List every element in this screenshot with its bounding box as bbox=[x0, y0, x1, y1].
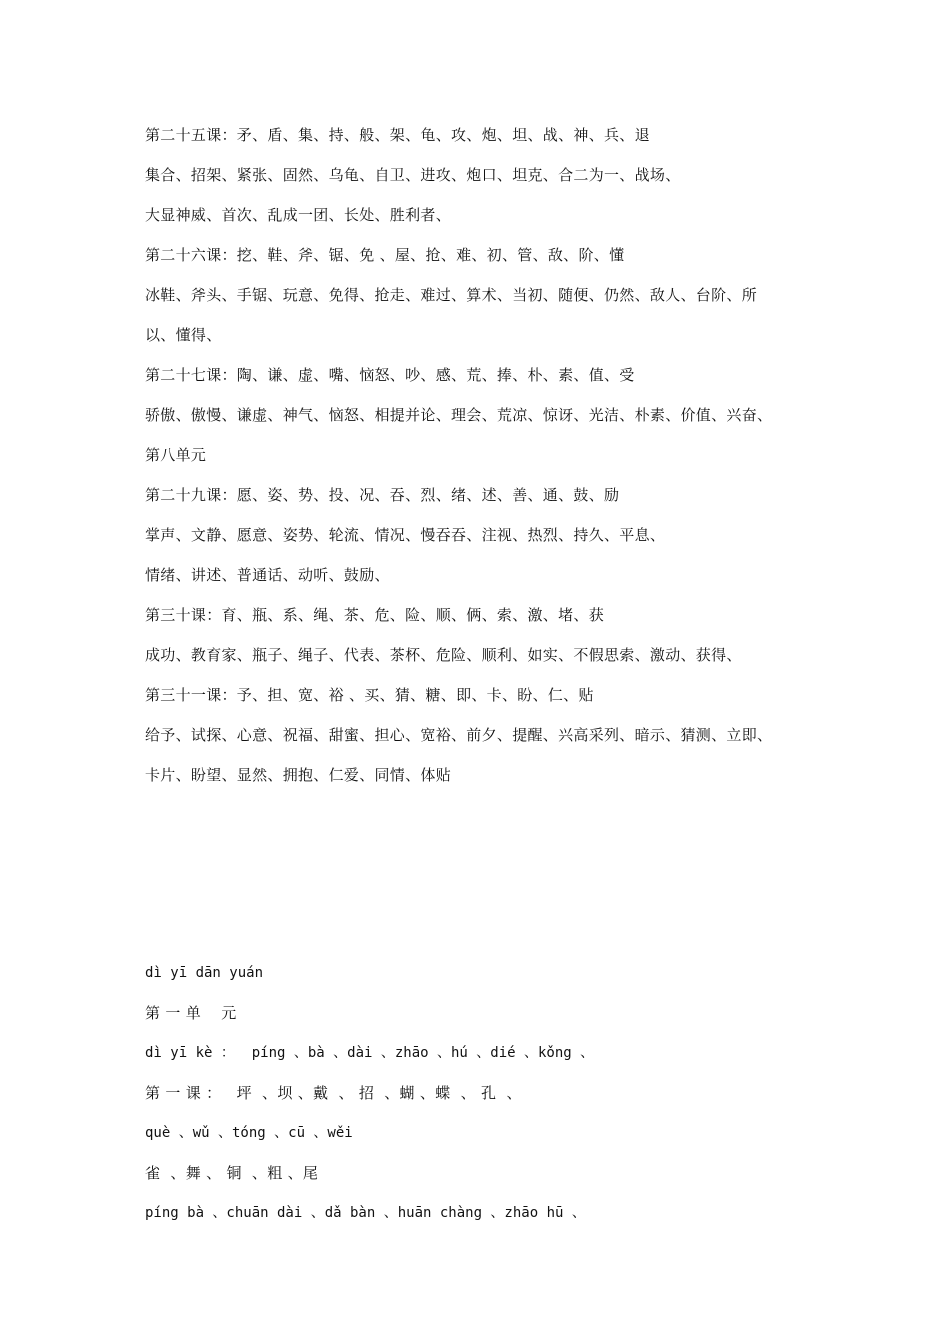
lesson-26-words-line-1: 冰鞋、斧头、手锯、玩意、免得、抢走、难过、算术、当初、随便、仍然、敌人、台阶、所 bbox=[145, 286, 758, 304]
lesson-30-characters: 第三十课：育、瓶、系、绳、茶、危、险、顺、俩、索、激、堵、获 bbox=[145, 606, 605, 624]
lesson-25-words-line-1: 集合、招架、紧张、固然、乌龟、自卫、进攻、炮口、坦克、合二为一、战场、 bbox=[145, 166, 681, 184]
unit-1-heading: 第 一 单 元 bbox=[145, 1004, 237, 1022]
lesson-27-words: 骄傲、傲慢、谦虚、神气、恼怒、相提并论、理会、荒凉、惊讶、光洁、朴素、价值、兴奋、 bbox=[145, 406, 773, 424]
lesson-25-characters: 第二十五课：矛、盾、集、持、般、架、龟、攻、炮、坦、战、神、兵、退 bbox=[145, 126, 650, 144]
lesson-31-words-line-2: 卡片、盼望、显然、拥抱、仁爱、同情、体贴 bbox=[145, 766, 452, 784]
lesson-1-pinyin-line-1: dì yī kè ： píng 、bà 、dài 、zhāo 、hú 、dié 、kǒng 、 bbox=[145, 1045, 595, 1061]
lesson-1-words-pinyin: píng bà 、chuān dài 、dǎ bàn 、huān chàng 、zhāo hū 、 bbox=[145, 1205, 586, 1221]
lesson-29-words-line-1: 掌声、文静、愿意、姿势、轮流、情况、慢吞吞、注视、热烈、持久、平息、 bbox=[145, 526, 666, 544]
lesson-31-words-line-1: 给予、试探、心意、祝福、甜蜜、担心、宽裕、前夕、提醒、兴高采列、暗示、猜测、立即、 bbox=[145, 726, 773, 744]
lesson-26-words-line-2: 以、懂得、 bbox=[145, 326, 222, 344]
lesson-29-characters: 第二十九课：愿、姿、势、投、况、吞、烈、绪、述、善、通、鼓、励 bbox=[145, 486, 620, 504]
lesson-26-characters: 第二十六课：挖、鞋、斧、锯、免 、屋、抢、难、初、管、敌、阶、懂 bbox=[145, 246, 625, 264]
lesson-1-pinyin-line-2: què 、wǔ 、tóng 、cū 、wěi bbox=[145, 1125, 353, 1141]
lesson-1-characters-line-2: 雀 、舞 、 铜 、粗 、尾 bbox=[145, 1164, 319, 1182]
lesson-29-words-line-2: 情绪、讲述、普通话、动听、鼓励、 bbox=[145, 566, 390, 584]
unit-1-pinyin: dì yī dān yuán bbox=[145, 965, 264, 981]
lesson-25-words-line-2: 大显神威、首次、乱成一团、长处、胜利者、 bbox=[145, 206, 452, 224]
lesson-31-characters: 第三十一课：予、担、宽、裕 、买、猜、糖、即、卡、盼、仁、贴 bbox=[145, 686, 594, 704]
unit-8-heading: 第八单元 bbox=[145, 446, 207, 464]
lesson-30-words: 成功、教育家、瓶子、绳子、代表、茶杯、危险、顺利、如实、不假思索、激动、获得、 bbox=[145, 646, 742, 664]
lesson-27-characters: 第二十七课：陶、谦、虚、嘴、恼怒、吵、感、荒、捧、朴、素、值、受 bbox=[145, 366, 635, 384]
lesson-1-characters-line-1: 第 一 课 ： 坪 、坝 、戴 、 招 、蝴 、蝶 、 孔 、 bbox=[145, 1084, 522, 1102]
